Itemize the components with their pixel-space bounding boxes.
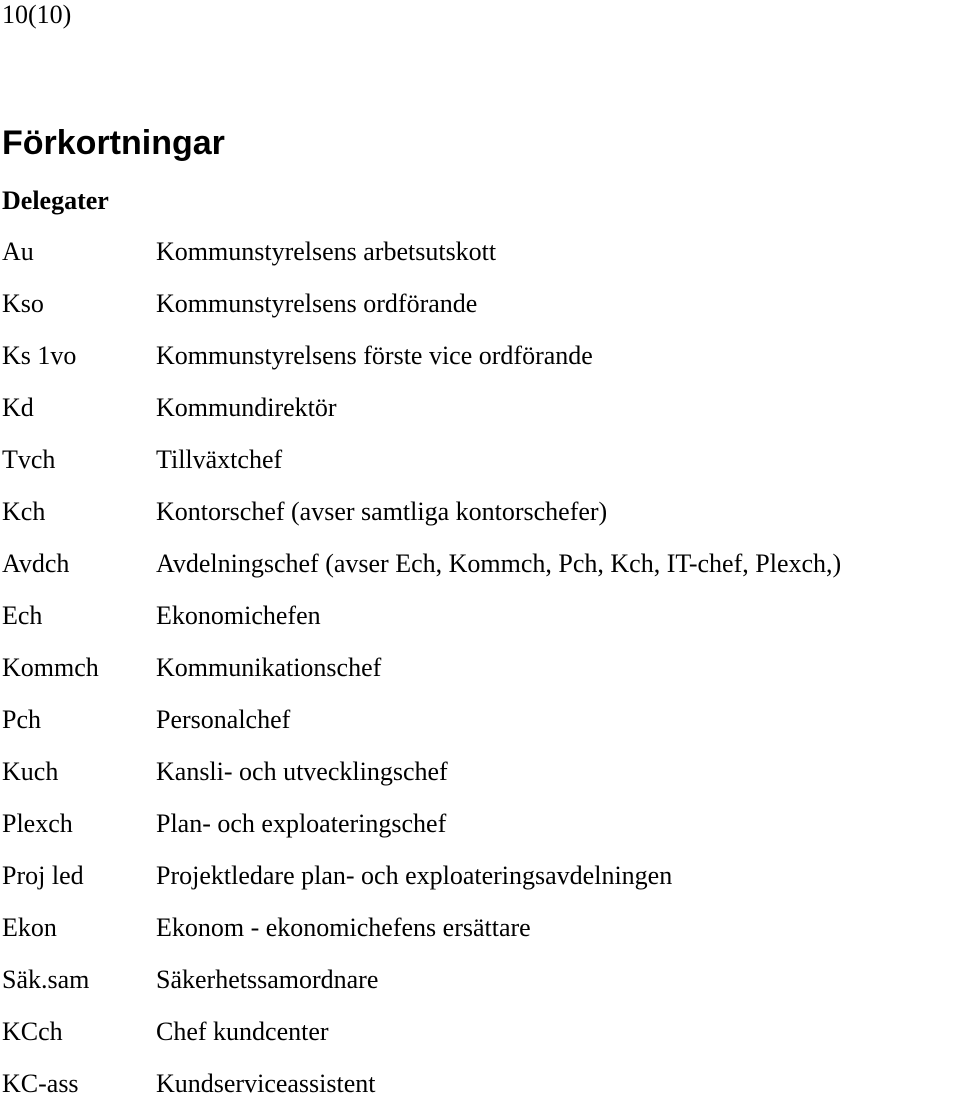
abbreviation: Kommch [2,653,99,682]
abbreviation-meaning: Chef kundcenter [156,1017,329,1046]
abbreviation: Kd [2,393,34,422]
abbreviation-meaning: Kontorschef (avser samtliga kontorschefer) [156,497,608,526]
abbreviation: Ks 1vo [2,341,77,370]
abbreviation-meaning: Kommunikationschef [156,653,382,682]
list-item [0,496,960,548]
abbreviation: Tvch [2,445,56,474]
abbreviation: Ech [2,601,43,630]
list-item [0,288,960,340]
page-title: Förkortningar [2,124,225,162]
list-item [0,808,960,860]
abbreviation-list [0,236,960,1120]
abbreviation: Pch [2,705,41,734]
abbreviation: Avdch [2,549,70,578]
list-item [0,236,960,288]
abbreviation: Plexch [2,809,73,838]
abbreviation: Ekon [2,913,57,942]
abbreviation-meaning: Projektledare plan- och exploateringsavdelningen [156,861,673,890]
list-item [0,392,960,444]
list-item [0,548,960,600]
list-item [0,340,960,392]
list-item [0,860,960,912]
abbreviation: Säk.sam [2,965,90,994]
abbreviation: Kuch [2,757,59,786]
abbreviation-meaning: Kansli- och utvecklingschef [156,757,448,786]
abbreviation: KCch [2,1017,63,1046]
abbreviation-meaning: Kommunstyrelsens förste vice ordförande [156,341,593,370]
abbreviation-meaning: Avdelningschef (avser Ech, Kommch, Pch, Kch, IT-chef, Plexch,) [156,549,842,578]
section-heading: Delegater [2,186,109,215]
list-item [0,1068,960,1120]
list-item [0,600,960,652]
abbreviation-meaning: Kundserviceassistent [156,1069,376,1098]
abbreviation-meaning: Tillväxtchef [156,445,283,474]
abbreviation-meaning: Kommundirektör [156,393,337,422]
abbreviation: Au [2,237,34,266]
abbreviation: Kso [2,289,44,318]
abbreviation-meaning: Kommunstyrelsens ordförande [156,289,478,318]
abbreviation-meaning: Säkerhetssamordnare [156,965,379,994]
page-number: 10(10) [2,0,72,29]
list-item [0,704,960,756]
list-item [0,756,960,808]
list-item [0,964,960,1016]
abbreviation: Kch [2,497,46,526]
list-item [0,444,960,496]
list-item [0,652,960,704]
abbreviation: KC-ass [2,1069,79,1098]
list-item [0,1016,960,1068]
abbreviation-meaning: Personalchef [156,705,291,734]
abbreviation-meaning: Ekonom - ekonomichefens ersättare [156,913,531,942]
abbreviation-meaning: Plan- och exploateringschef [156,809,447,838]
abbreviation: Proj led [2,861,84,890]
abbreviation-meaning: Ekonomichefen [156,601,321,630]
list-item [0,912,960,964]
abbreviation-meaning: Kommunstyrelsens arbetsutskott [156,237,497,266]
